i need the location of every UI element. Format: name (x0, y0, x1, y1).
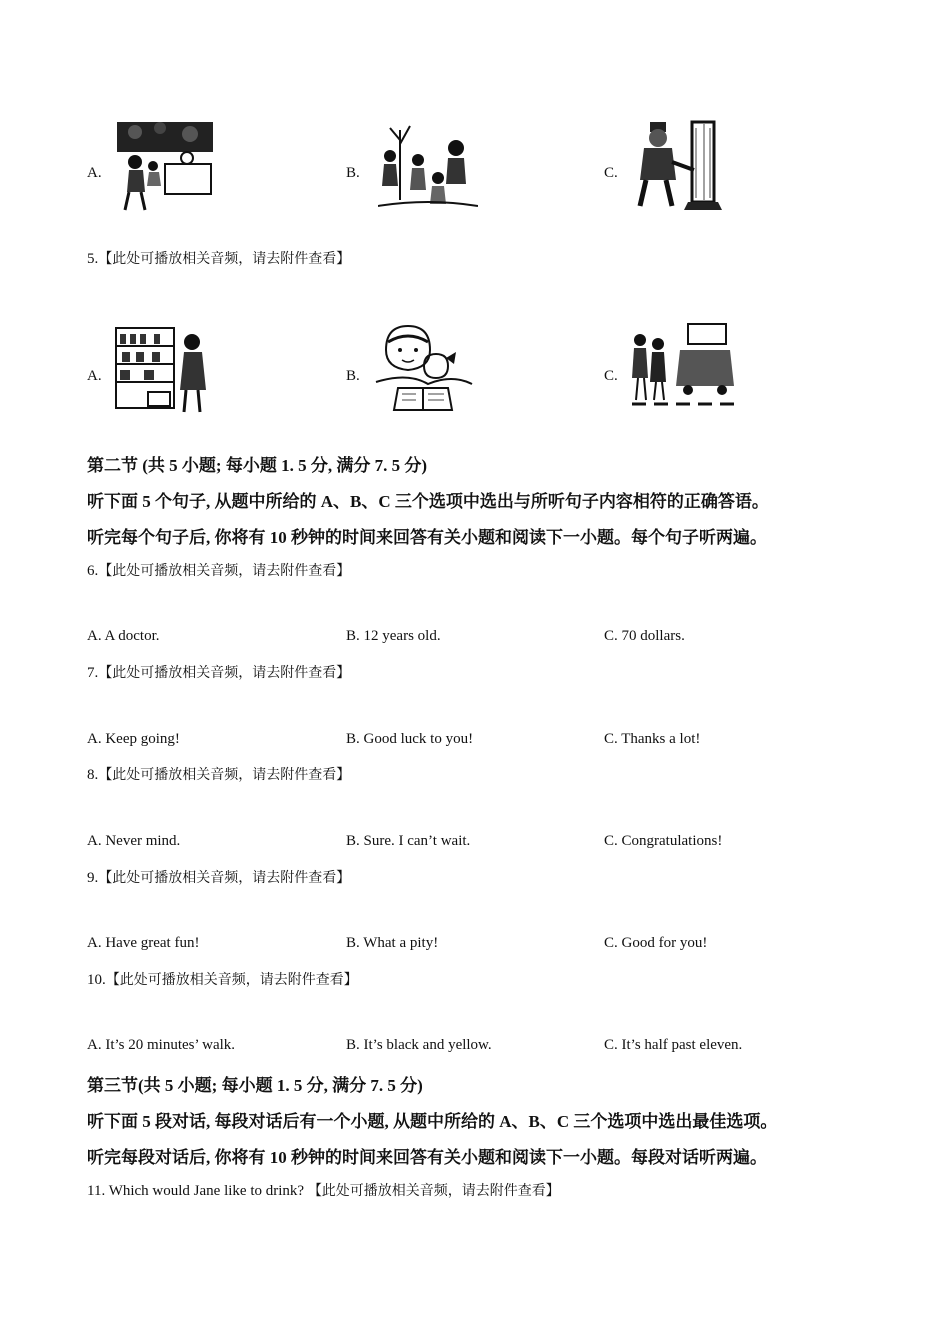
question-text: Which would Jane like to drink? (108, 1183, 305, 1199)
q10-option-c: C. It’s half past eleven. (604, 1037, 743, 1053)
q8-option-a: A. Never mind. (87, 833, 181, 849)
question-number: 8. (87, 767, 99, 783)
audio-placeholder: 【此处可播放相关音频，请去附件查看】 (98, 870, 351, 886)
q6-option-b: B. 12 years old. (346, 628, 441, 644)
crossing-street-picture (630, 320, 738, 408)
q9-option-b: B. What a pity! (346, 935, 439, 951)
q11-line (87, 1180, 560, 1200)
q10-prompt-line (87, 969, 358, 989)
q7-option-c: C. Thanks a lot! (604, 731, 701, 747)
q10-option-b: B. It’s black and yellow. (346, 1037, 492, 1053)
cleaning-table-picture (115, 120, 215, 212)
q9-option-a: A. Have great fun! (87, 935, 200, 951)
q8-prompt-line (87, 764, 350, 784)
audio-placeholder: 【此处可播放相关音频，请去附件查看】 (98, 665, 351, 681)
q5-option-c-letter: C. (604, 368, 618, 384)
question-number: 9. (87, 870, 99, 886)
question-number: 11. (87, 1183, 106, 1199)
q8-option-b: B. Sure. I can’t wait. (346, 833, 471, 849)
q4-option-b-letter: B. (346, 165, 360, 181)
audio-placeholder: 【此处可播放相关音频，请去附件查看】 (98, 767, 351, 783)
section2-instruction-1: 听下面 5 个句子, 从题中所给的 A、B、C 三个选项中选出与所听句子内容相符的正确答语。 (87, 492, 769, 511)
question-number: 5. (87, 251, 99, 267)
section3-instruction-2: 听完每段对话后, 你将有 10 秒钟的时间来回答有关小题和阅读下一小题。每段对话听两遍。 (87, 1148, 767, 1167)
cutting-tree-picture (630, 118, 725, 212)
section2-title: 第二节 (共 5 小题; 每小题 1. 5 分, 满分 7. 5 分) (87, 456, 427, 475)
q9-option-c: C. Good for you! (604, 935, 708, 951)
q4-option-a-letter: A. (87, 165, 102, 181)
section2-instruction-2: 听完每个句子后, 你将有 10 秒钟的时间来回答有关小题和阅读下一小题。每个句子听两遍。 (87, 528, 767, 547)
audio-placeholder: 【此处可播放相关音频，请去附件查看】 (105, 972, 358, 988)
section3-title: 第三节(共 5 小题; 每小题 1. 5 分, 满分 7. 5 分) (87, 1076, 423, 1095)
q7-prompt-line (87, 662, 350, 682)
planting-trees-picture (378, 120, 478, 212)
q5-prompt-line (87, 248, 350, 268)
audio-placeholder: 【此处可播放相关音频，请去附件查看】 (98, 251, 351, 267)
supermarket-shopping-picture (114, 320, 210, 414)
section3-instruction-1: 听下面 5 段对话, 每段对话后有一个小题, 从题中所给的 A、B、C 三个选项中选出最佳选项。 (87, 1112, 778, 1131)
q10-option-a: A. It’s 20 minutes’ walk. (87, 1037, 236, 1053)
q6-option-c: C. 70 dollars. (604, 628, 685, 644)
q7-option-b: B. Good luck to you! (346, 731, 474, 747)
q6-option-a: A. A doctor. (87, 628, 160, 644)
q9-prompt-line (87, 867, 350, 887)
q8-option-c: C. Congratulations! (604, 833, 723, 849)
q5-option-b-letter: B. (346, 368, 360, 384)
mother-child-reading-picture (372, 322, 480, 416)
question-number: 6. (87, 563, 99, 579)
q4-option-c-letter: C. (604, 165, 618, 181)
question-number: 10. (87, 972, 106, 988)
q6-prompt-line (87, 560, 350, 580)
audio-placeholder: 【此处可播放相关音频，请去附件查看】 (98, 563, 351, 579)
q7-option-a: A. Keep going! (87, 731, 180, 747)
q5-option-a-letter: A. (87, 368, 102, 384)
question-number: 7. (87, 665, 99, 681)
audio-placeholder: 【此处可播放相关音频，请去附件查看】 (307, 1183, 560, 1199)
